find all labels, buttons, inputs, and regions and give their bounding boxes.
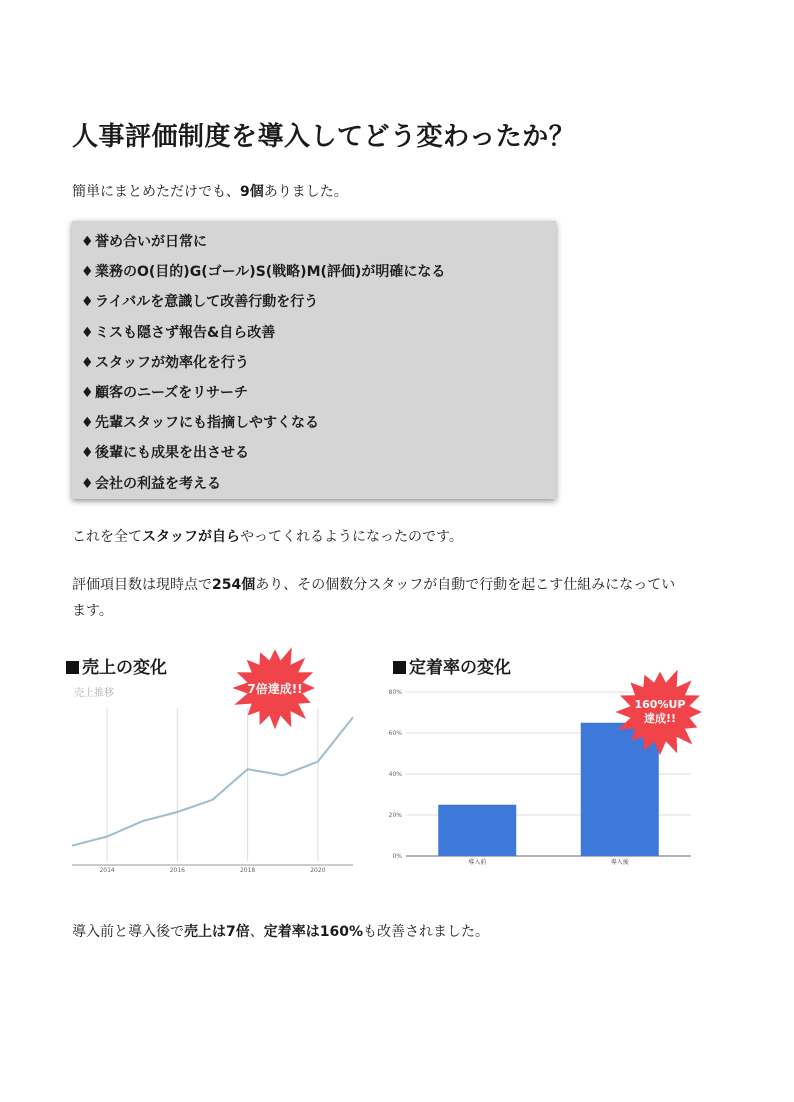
diamond-bullet-icon: ♦ xyxy=(81,384,94,401)
sales-tick-label: 2014 xyxy=(99,867,115,874)
benefit-item xyxy=(81,289,556,319)
diamond-bullet-icon: ♦ xyxy=(81,475,94,492)
benefit-item-label: ライバルを意識して改善行動を行う xyxy=(95,294,319,311)
benefit-item xyxy=(81,471,556,501)
benefit-item-label: スタッフが効率化を行う xyxy=(95,354,249,371)
retention-tick-label: 20% xyxy=(388,812,402,819)
summary-sales: 売上は7倍 xyxy=(184,924,250,940)
diamond-bullet-icon: ♦ xyxy=(81,264,94,281)
sales-series-line xyxy=(72,717,353,846)
sales-badge-label: 7倍達成!! xyxy=(247,682,303,696)
diamond-bullet-icon: ♦ xyxy=(81,234,94,250)
retention-bar xyxy=(438,805,516,856)
retention-category-label: 導入前 xyxy=(468,859,487,866)
sales-chart-title-text: 売上の変化 xyxy=(82,658,167,678)
summary-text-2: 、 xyxy=(249,924,264,940)
retention-tick-label: 60% xyxy=(388,730,402,737)
benefit-item-label: 顧客のニーズをリサーチ xyxy=(95,384,249,401)
benefit-item-label: 後輩にも成果を出させる xyxy=(95,445,249,462)
retention-tick-label: 80% xyxy=(388,689,402,696)
intro-text: 簡単にまとめただけでも、 xyxy=(72,184,240,200)
sales-tick-label: 2016 xyxy=(169,867,186,874)
retention-badge-line2: 達成!! xyxy=(643,712,677,725)
benefit-item xyxy=(81,259,556,289)
paragraph-items-text-end: あり、その個数分スタッフが自動で行動を起こす仕組みになってい xyxy=(255,577,676,593)
diamond-bullet-icon: ♦ xyxy=(81,354,94,371)
summary-retention: 定着率は160% xyxy=(263,924,364,940)
sales-chart xyxy=(60,650,360,880)
benefit-item-label: ミスも隠さず報告&自ら改善 xyxy=(95,324,276,341)
benefits-list xyxy=(81,229,556,501)
summary-text-1: 導入前と導入後で xyxy=(72,924,184,940)
benefit-item-label: 会社の利益を考える xyxy=(95,475,221,492)
retention-badge-line1: 160%UP xyxy=(634,698,686,711)
retention-category-label: 導入後 xyxy=(610,859,629,866)
paragraph-items xyxy=(72,572,675,624)
benefit-item-label: 先輩スタッフにも指摘しやすくなる xyxy=(95,415,319,432)
retention-chart-title-text: 定着率の変化 xyxy=(409,658,511,678)
intro-paragraph xyxy=(72,179,348,205)
sales-chart-subtitle: 売上推移 xyxy=(74,688,114,699)
retention-tick-label: 40% xyxy=(388,771,402,778)
summary-text-3: も改善されました。 xyxy=(363,924,490,940)
benefit-item-label: 誉め合いが日常に xyxy=(95,234,207,250)
retention-chart xyxy=(380,650,720,880)
benefit-item-label: 業務のO(目的)G(ゴール)S(戦略)M(評価)が明確になる xyxy=(95,264,446,281)
paragraph-items-line2: ます。 xyxy=(72,603,113,619)
summary-paragraph xyxy=(72,919,489,945)
benefit-item xyxy=(81,380,556,410)
paragraph-staff-text-end: やってくれるようになったのです。 xyxy=(240,529,463,545)
retention-tick-label: 0% xyxy=(392,853,402,860)
benefit-item xyxy=(81,229,556,259)
page-title: 人事評価制度を導入してどう変わったか？ xyxy=(72,122,576,152)
benefits-box xyxy=(72,221,556,499)
benefit-item xyxy=(81,440,556,470)
paragraph-items-text: 評価項目数は現時点で xyxy=(72,577,212,593)
benefit-item xyxy=(81,410,556,440)
sales-tick-label: 2020 xyxy=(310,867,326,874)
paragraph-items-count: 254個 xyxy=(212,577,256,593)
benefit-item xyxy=(81,350,556,380)
benefit-item xyxy=(81,320,556,350)
sales-tick-label: 2018 xyxy=(239,867,256,874)
diamond-bullet-icon: ♦ xyxy=(81,415,94,432)
paragraph-staff-text: これを全て xyxy=(72,529,142,545)
paragraph-staff xyxy=(72,524,463,550)
intro-text-end: ありました。 xyxy=(263,184,348,200)
diamond-bullet-icon: ♦ xyxy=(81,324,94,341)
diamond-bullet-icon: ♦ xyxy=(81,294,94,311)
diamond-bullet-icon: ♦ xyxy=(81,445,94,462)
paragraph-staff-bold: スタッフが自ら xyxy=(142,529,240,545)
intro-count: 9個 xyxy=(240,184,264,200)
